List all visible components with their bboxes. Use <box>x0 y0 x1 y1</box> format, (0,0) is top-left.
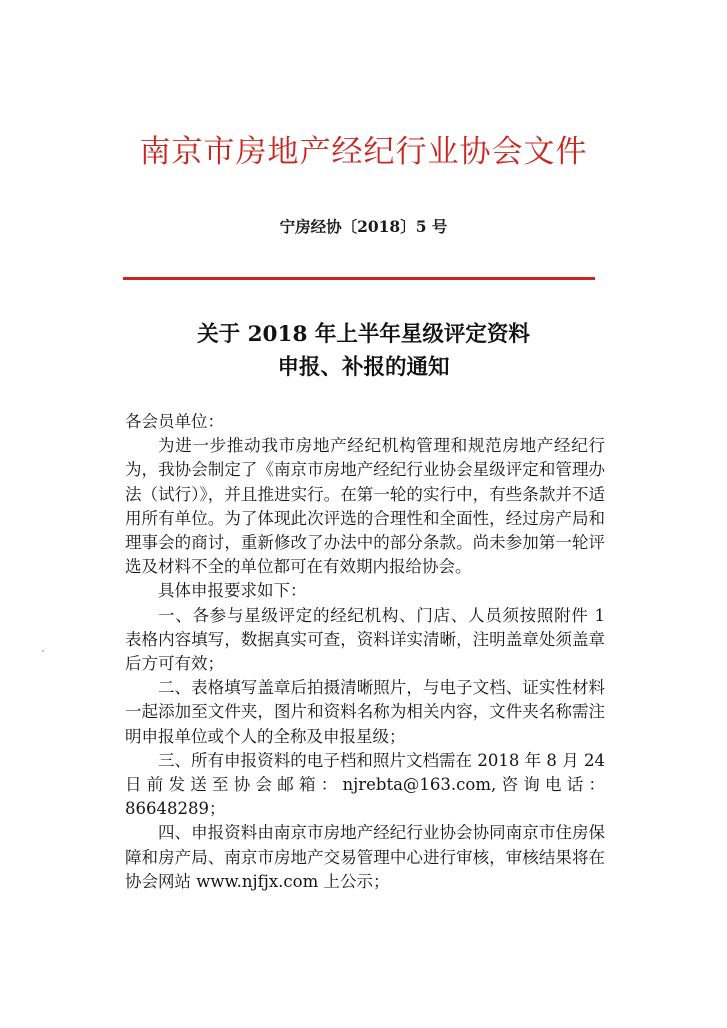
requirement-item-1: 一、各参与星级评定的经纪机构、门店、人员须按照附件 1 表格内容填写，数据真实可查，资料详实清晰，注明盖章处须盖章后方可有效； <box>125 605 605 674</box>
notice-title <box>0 318 727 384</box>
requirement-item-4: 四、申报资料由南京市房地产经纪行业协会协同南京市住房保障和房产局、南京市房地产交易管理中心进行审核，审核结果将在协会网站 www.njfjx.com 上公示； <box>125 823 605 891</box>
red-divider-line <box>123 277 595 280</box>
intro-paragraph: 为进一步推动我市房地产经纪机构管理和规范房地产经纪行为，我协会制定了《南京市房地产经纪行业协会星级评定和管理办法（试行）》，并且推进实行。在第一轮的实行中，有些条款并不适用所有单位。为了体现此次评选的合理性和全面性，经过房产局和理事会的商讨，重新修改了办法中的部分条款。尚未参加第一轮评选及材料不全的单位都可在有效期内报给协会。 <box>125 436 605 577</box>
notice-body <box>125 410 605 894</box>
document-number: 宁房经协〔2018〕5 号 <box>279 217 448 236</box>
notice-title-line-1: 关于 2018 年上半年星级评定资料 <box>197 322 530 347</box>
salutation: 各会员单位： <box>125 412 224 431</box>
requirement-item-2: 二、表格填写盖章后拍摄清晰照片，与电子文档、证实性材料一起添加至文件夹，图片和资料名称为相关内容，文件夹名称需注明申报单位或个人的全称及申报星级； <box>125 678 605 746</box>
scan-speck <box>42 650 44 652</box>
notice-title-line-2: 申报、补报的通知 <box>277 355 450 380</box>
requirement-item-3: 三、所有申报资料的电子档和照片文档需在 2018 年 8 月 24 日前发送至协会邮箱：njrebta@163.com,咨询电话：86648289； <box>125 750 605 819</box>
issuer-header-title: 南京市房地产经纪行业协会文件 <box>139 134 588 170</box>
requirements-intro: 具体申报要求如下： <box>158 581 307 601</box>
